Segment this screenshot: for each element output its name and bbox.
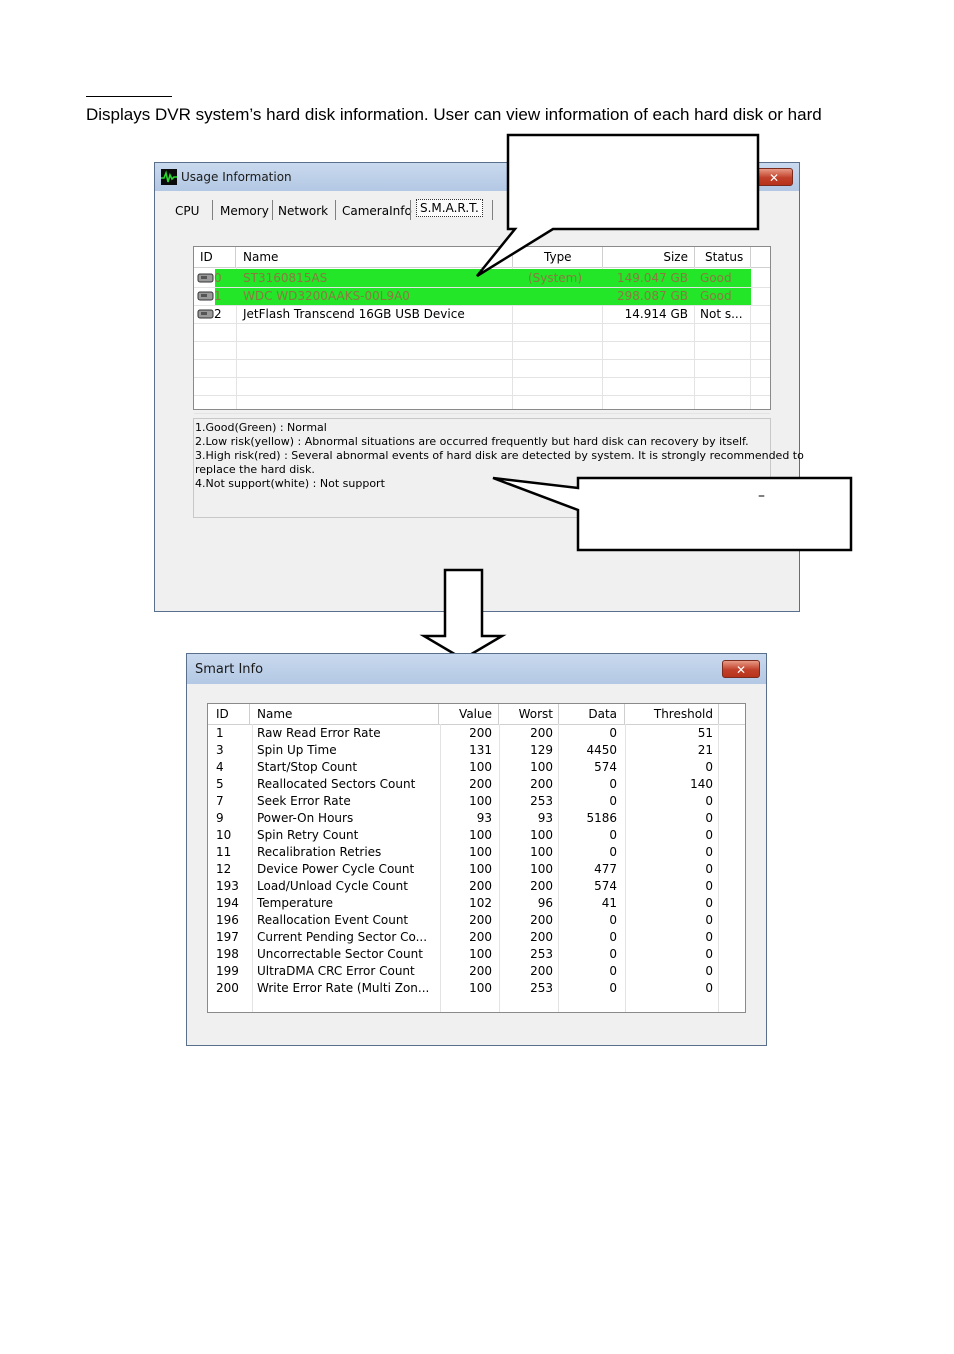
smart-value: 100: [469, 760, 492, 774]
smart-data: 574: [594, 879, 617, 893]
smart-worst: 200: [530, 930, 553, 944]
disk-status: Not s...: [700, 307, 743, 321]
smart-value: 100: [469, 794, 492, 808]
col-data[interactable]: Data: [588, 707, 617, 721]
smart-data: 0: [609, 964, 617, 978]
col-size[interactable]: Size: [663, 250, 688, 264]
smart-id: 12: [216, 862, 232, 876]
disk-status: Good: [700, 289, 732, 303]
table-row[interactable]: [208, 743, 745, 760]
table-row[interactable]: [208, 845, 745, 862]
disk-size: 298.087 GB: [617, 289, 688, 303]
smart-threshold: 140: [690, 777, 713, 791]
smart-threshold: 0: [705, 896, 713, 910]
smart-worst: 253: [530, 947, 553, 961]
smart-threshold: 0: [705, 845, 713, 859]
table-row[interactable]: [208, 964, 745, 981]
table-row[interactable]: [208, 777, 745, 794]
smart-value: 100: [469, 828, 492, 842]
table-row[interactable]: [208, 896, 745, 913]
table-row[interactable]: [208, 811, 745, 828]
disk-type: (System): [527, 271, 583, 285]
smart-value: 100: [469, 981, 492, 995]
smart-name: Reallocation Event Count: [257, 913, 409, 927]
smart-table-header: [208, 704, 745, 725]
smart-data: 0: [609, 913, 617, 927]
smart-id: 1: [216, 726, 224, 740]
disk-size: 149.047 GB: [617, 271, 688, 285]
smart-worst: 100: [530, 862, 553, 876]
table-row[interactable]: [208, 947, 745, 964]
table-row[interactable]: [208, 981, 745, 998]
col-status[interactable]: Status: [705, 250, 744, 264]
smart-data: 574: [594, 760, 617, 774]
disk-name: ST3160815AS: [243, 271, 328, 285]
smart-name: Temperature: [257, 896, 334, 910]
smart-name: Write Error Rate (Multi Zon...: [257, 981, 430, 995]
smart-worst: 253: [530, 794, 553, 808]
smart-worst: 200: [530, 913, 553, 927]
smart-id: 198: [216, 947, 239, 961]
smart-worst: 200: [530, 879, 553, 893]
smart-data: 0: [609, 726, 617, 740]
col-threshold[interactable]: Threshold: [653, 707, 713, 721]
smart-threshold: 0: [705, 879, 713, 893]
smart-id: 11: [216, 845, 232, 859]
smart-value: 200: [469, 726, 492, 740]
smart-data: 0: [609, 981, 617, 995]
smart-data: 4450: [586, 743, 617, 757]
smart-window-titlebar: [187, 654, 766, 684]
smart-value: 93: [476, 811, 492, 825]
callout-bottom: [493, 478, 851, 550]
smart-name: Device Power Cycle Count: [257, 862, 415, 876]
smart-value: 200: [469, 879, 492, 893]
smart-threshold: 0: [705, 828, 713, 842]
smart-id: 7: [216, 794, 224, 808]
smart-data: 0: [609, 794, 617, 808]
table-row[interactable]: [208, 930, 745, 947]
table-row[interactable]: [208, 726, 745, 743]
smart-id: 193: [216, 879, 239, 893]
smart-threshold: 0: [705, 862, 713, 876]
smart-worst: 200: [530, 777, 553, 791]
col-value[interactable]: Value: [459, 707, 492, 721]
smart-worst: 253: [530, 981, 553, 995]
smart-data: 5186: [586, 811, 617, 825]
smart-name: Uncorrectable Sector Count: [257, 947, 423, 961]
smart-id: 200: [216, 981, 239, 995]
smart-id: 196: [216, 913, 239, 927]
table-row[interactable]: [208, 862, 745, 879]
close-icon[interactable]: ✕: [755, 168, 793, 186]
smart-threshold: 0: [705, 913, 713, 927]
smart-id: 194: [216, 896, 239, 910]
smart-threshold: 0: [705, 964, 713, 978]
smart-worst: 93: [537, 811, 553, 825]
smart-worst: 100: [530, 760, 553, 774]
legend-line: replace the hard disk.: [195, 463, 315, 476]
smart-name: Seek Error Rate: [257, 794, 351, 808]
legend-line: 4.Not support(white) : Not support: [195, 477, 385, 490]
table-row[interactable]: [208, 879, 745, 896]
callout-dash: –: [758, 488, 765, 504]
smart-value: 100: [469, 947, 492, 961]
legend-line: 3.High risk(red) : Several abnormal events of hard disk are detected by system. It is strongly recommended to: [195, 449, 804, 462]
usage-window-title: Usage Information: [181, 170, 292, 184]
smart-data: 477: [594, 862, 617, 876]
smart-threshold: 0: [705, 811, 713, 825]
disk-id: 0: [214, 271, 222, 285]
smart-value: 200: [469, 777, 492, 791]
disk-id: 2: [214, 307, 222, 321]
smart-worst: 100: [530, 845, 553, 859]
smart-id: 10: [216, 828, 232, 842]
smart-value: 131: [469, 743, 492, 757]
col-id[interactable]: ID: [216, 707, 229, 721]
smart-name: Reallocated Sectors Count: [257, 777, 416, 791]
smart-name: Load/Unload Cycle Count: [257, 879, 408, 893]
table-row[interactable]: [208, 794, 745, 811]
disk-id: 1: [214, 289, 222, 303]
smart-data: 0: [609, 845, 617, 859]
disk-size: 14.914 GB: [624, 307, 688, 321]
table-row[interactable]: [208, 913, 745, 930]
smart-threshold: 51: [697, 726, 713, 740]
smart-id: 197: [216, 930, 239, 944]
smart-name: UltraDMA CRC Error Count: [257, 964, 415, 978]
tab-camerainfo[interactable]: CameraInfo: [342, 204, 412, 218]
tab-cpu[interactable]: CPU: [175, 204, 200, 218]
smart-threshold: 0: [705, 981, 713, 995]
smart-name: Spin Up Time: [257, 743, 337, 757]
smart-name: Power-On Hours: [257, 811, 354, 825]
callout-top: [477, 135, 758, 276]
close-icon[interactable]: ✕: [722, 660, 760, 678]
legend-line: 2.Low risk(yellow) : Abnormal situations are occurred frequently but hard disk can recovery by itself.: [195, 435, 749, 448]
smart-worst: 96: [537, 896, 553, 910]
disk-name: JetFlash Transcend 16GB USB Device: [243, 307, 465, 321]
smart-name: Spin Retry Count: [257, 828, 359, 842]
col-id[interactable]: ID: [200, 250, 213, 264]
tab-smart[interactable]: S.M.A.R.T.: [416, 199, 483, 217]
smart-id: 3: [216, 743, 224, 757]
intro-text: Displays DVR system’s hard disk information. User can view information of each hard disk or hard: [86, 105, 822, 124]
tab-network[interactable]: Network: [278, 204, 329, 218]
smart-value: 100: [469, 845, 492, 859]
col-type[interactable]: Type: [544, 250, 572, 264]
smart-threshold: 0: [705, 930, 713, 944]
smart-window-title: Smart Info: [195, 662, 264, 677]
smart-name: Raw Read Error Rate: [257, 726, 381, 740]
smart-name: Current Pending Sector Co...: [257, 930, 428, 944]
smart-data: 0: [609, 947, 617, 961]
col-worst[interactable]: Worst: [518, 707, 553, 721]
col-name[interactable]: Name: [257, 707, 293, 721]
smart-id: 199: [216, 964, 239, 978]
smart-data: 0: [609, 828, 617, 842]
smart-id: 4: [216, 760, 224, 774]
down-arrow-icon: [424, 570, 502, 659]
smart-value: 200: [469, 930, 492, 944]
smart-worst: 200: [530, 726, 553, 740]
legend-line: 1.Good(Green) : Normal: [195, 421, 327, 434]
smart-value: 100: [469, 862, 492, 876]
smart-id: 9: [216, 811, 224, 825]
smart-value: 200: [469, 964, 492, 978]
smart-worst: 200: [530, 964, 553, 978]
smart-id: 5: [216, 777, 224, 791]
smart-data: 0: [609, 930, 617, 944]
smart-threshold: 0: [705, 794, 713, 808]
smart-value: 200: [469, 913, 492, 927]
smart-worst: 129: [530, 743, 553, 757]
table-row[interactable]: [208, 828, 745, 845]
smart-worst: 100: [530, 828, 553, 842]
tab-memory[interactable]: Memory: [220, 204, 269, 218]
disk-status: Good: [700, 271, 732, 285]
smart-value: 102: [469, 896, 492, 910]
smart-name: Recalibration Retries: [257, 845, 382, 859]
col-name[interactable]: Name: [243, 250, 279, 264]
smart-name: Start/Stop Count: [257, 760, 358, 774]
table-row[interactable]: [208, 760, 745, 777]
smart-threshold: 0: [705, 947, 713, 961]
smart-data: 41: [601, 896, 617, 910]
disk-name: WDC WD3200AAKS-00L9A0: [243, 289, 410, 303]
smart-table: [207, 703, 746, 1013]
smart-data: 0: [609, 777, 617, 791]
smart-threshold: 21: [697, 743, 713, 757]
smart-threshold: 0: [705, 760, 713, 774]
